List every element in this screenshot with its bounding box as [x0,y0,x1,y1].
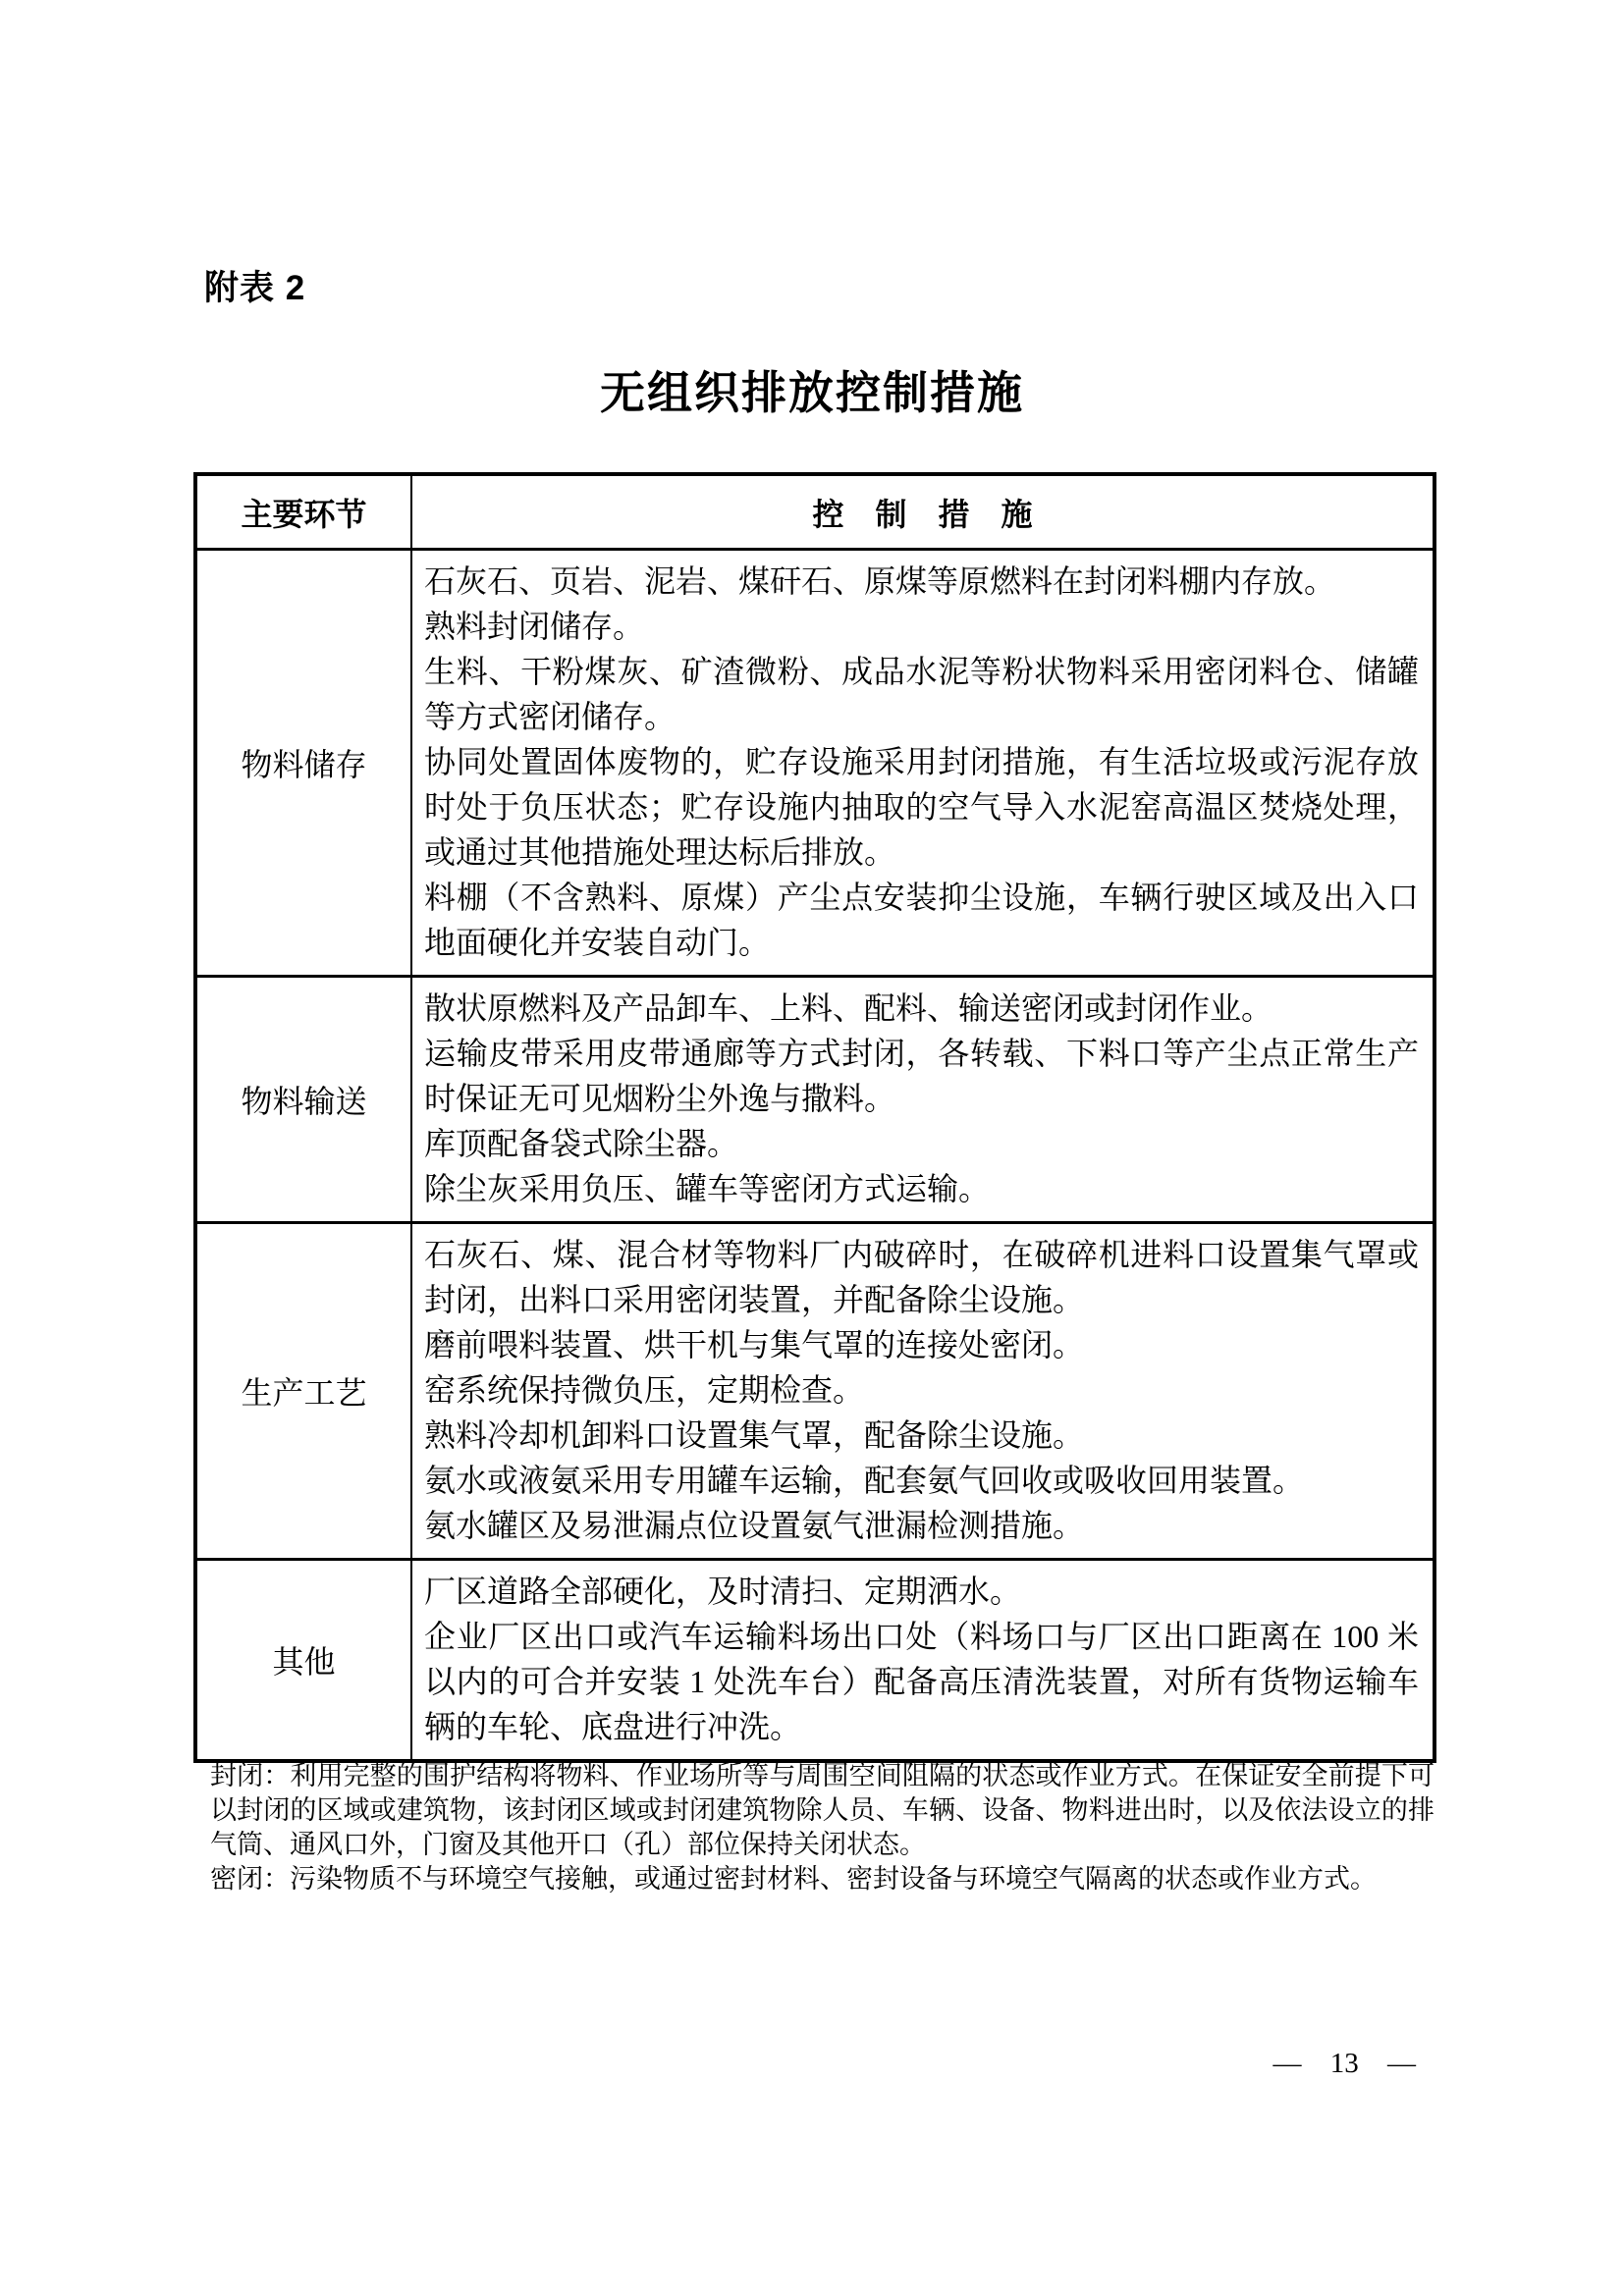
measures-cell [411,977,1435,1223]
measure-paragraph: 料棚（不含熟料、原煤）产尘点安装抑尘设施，车辆行驶区域及出入口地面硬化并安装自动门。 [424,880,1419,960]
measure-paragraph: 氨水或液氨采用专用罐车运输，配套氨气回收或吸收回用装置。 [424,1463,1305,1498]
header-stage-column: 主要环节 [195,474,411,550]
control-measures-table [193,472,1436,1763]
header-measures-column: 控 制 措 施 [411,474,1435,550]
measure-paragraph: 磨前喂料装置、烘干机与集气罩的连接处密闭。 [424,1327,1085,1362]
measures-cell [411,550,1435,977]
measure-paragraph: 散状原燃料及产品卸车、上料、配料、输送密闭或封闭作业。 [424,990,1273,1026]
measure-paragraph: 石灰石、页岩、泥岩、煤矸石、原煤等原燃料在封闭料棚内存放。 [424,563,1336,599]
table-head [195,474,1435,550]
table-row [195,977,1435,1223]
measures-cell [411,1223,1435,1560]
page-number: — 13 — [1272,2048,1416,2079]
stage-cell: 生产工艺 [195,1223,411,1560]
footnotes-block [210,1759,1435,1896]
measure-paragraph: 运输皮带采用皮带通廊等方式封闭，各转载、下料口等产尘点正常生产时保证无可见烟粉尘外逸与撒料。 [424,1036,1419,1116]
measure-paragraph: 氨水罐区及易泄漏点位设置氨气泄漏检测措施。 [424,1508,1085,1543]
measure-paragraph: 企业厂区出口或汽车运输料场出口处（料场口与厂区出口距离在 100 米以内的可合并安装 1 处洗车台）配备高压清洗装置，对所有货物运输车辆的车轮、底盘进行冲洗。 [424,1619,1419,1744]
attachment-table-label: 附表 2 [204,269,306,307]
table-body [195,550,1435,1762]
footnote-paragraph: 封闭：利用完整的围护结构将物料、作业场所等与周围空间阻隔的状态或作业方式。在保证安全前提下可以封闭的区域或建筑物，该封闭区域或封闭建筑物除人员、车辆、设备、物料进出时，以及依法设立的排气筒、通风口外，门窗及其他开口（孔）部位保持关闭状态。 [210,1761,1435,1859]
table-header-row [195,474,1435,550]
table-row [195,1223,1435,1560]
footnote-paragraph: 密闭：污染物质不与环境空气接触，或通过密封材料、密封设备与环境空气隔离的状态或作业方式。 [210,1864,1377,1894]
table-row [195,1560,1435,1762]
page-title: 无组织排放控制措施 [600,367,1024,418]
stage-cell: 其他 [195,1560,411,1762]
measure-paragraph: 厂区道路全部硬化，及时清扫、定期洒水。 [424,1574,1022,1609]
measure-paragraph: 协同处置固体废物的，贮存设施采用封闭措施，有生活垃圾或污泥存放时处于负压状态；贮存设施内抽取的空气导入水泥窑高温区焚烧处理，或通过其他措施处理达标后排放。 [424,744,1419,870]
measures-cell [411,1560,1435,1762]
measure-paragraph: 窑系统保持微负压，定期检查。 [424,1372,865,1408]
measure-paragraph: 除尘灰采用负压、罐车等密闭方式运输。 [424,1171,991,1206]
stage-cell: 物料储存 [195,550,411,977]
measure-paragraph: 生料、干粉煤灰、矿渣微粉、成品水泥等粉状物料采用密闭料仓、储罐等方式密闭储存。 [424,654,1419,734]
table-row [195,550,1435,977]
measure-paragraph: 石灰石、煤、混合材等物料厂内破碎时，在破碎机进料口设置集气罩或封闭，出料口采用密闭装置，并配备除尘设施。 [424,1237,1419,1317]
measure-paragraph: 库顶配备袋式除尘器。 [424,1126,739,1161]
measure-paragraph: 熟料冷却机卸料口设置集气罩，配备除尘设施。 [424,1417,1085,1453]
measure-paragraph: 熟料封闭储存。 [424,609,645,644]
stage-cell: 物料输送 [195,977,411,1223]
